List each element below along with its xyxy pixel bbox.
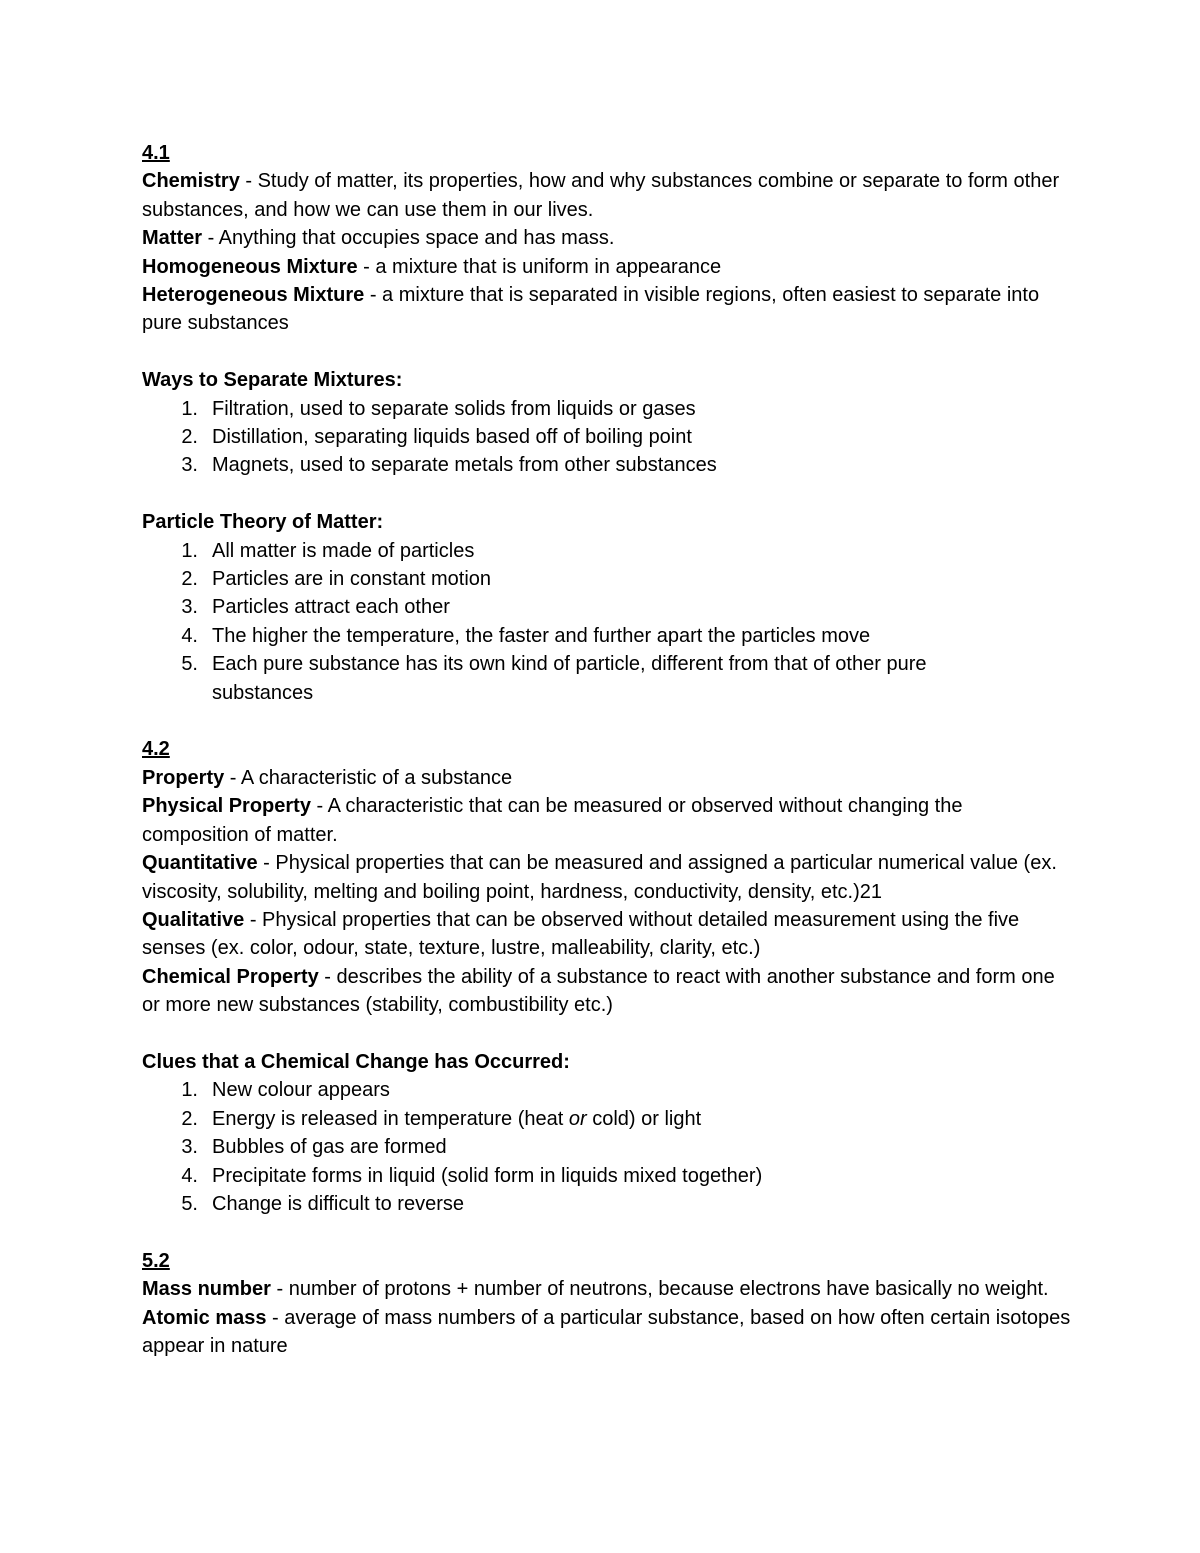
list-item [142,537,1072,565]
list-item-text: Precipitate forms in liquid (solid form in liquids mixed together) [212,1164,763,1187]
list-item-text: Each pure substance has its own kind of particle, different from that of other pure substances [212,653,927,704]
definition-text: - a mixture that is separated in visible regions, often easiest to separate into pure substances [142,284,1040,335]
definition-text: - Physical properties that can be observed without detailed measurement using the five senses (ex. color, odour, state, texture, lustre, malleability, clarity, etc.) [142,908,1020,960]
definition-text: - a mixture that is uniform in appearance [357,255,722,278]
definition-text: - Physical properties that can be measured and assigned a particular numerical value (ex. viscosity, solubility, melting and boiling point, hardness, conductivity, density, etc.)21 [142,852,1057,903]
definition-mass-number [142,1275,1072,1303]
list-title-chemical-change-clues: Clues that a Chemical Change has Occurred: [142,1050,570,1073]
list-item-text: Filtration, used to separate solids from liquids or gases [212,397,696,420]
list-item-text: cold) or light [586,1107,702,1130]
list-item [142,423,1072,451]
list-item-text: The higher the temperature, the faster and further apart the particles move [212,624,871,647]
definition-text: - Study of matter, its properties, how and why substances combine or separate to form other substances, and how we can use them in our lives. [142,170,1060,221]
definition-chemistry [142,167,1072,224]
document-page [142,139,1072,1360]
definition-atomic-mass [142,1304,1072,1361]
list-number: 5. [181,1192,198,1215]
list-item [142,1076,1072,1104]
list-number: 3. [181,454,198,477]
list-item-text: Particles are in constant motion [212,568,492,591]
list-item [142,1190,1072,1218]
list-number: 1. [181,539,198,562]
list-item-text: Particles attract each other [212,596,450,619]
term: Chemistry [142,170,240,193]
definition-chemical-property [142,963,1072,1020]
list-item-text: All matter is made of particles [212,539,475,562]
list-item-text: Change is difficult to reverse [212,1192,464,1215]
list-item [142,395,1072,423]
term: Chemical Property [142,965,319,988]
definition-physical-property [142,792,1072,849]
term: Qualitative [142,908,245,931]
term: Matter [142,227,203,250]
list-title-particle-theory: Particle Theory of Matter: [142,511,384,534]
list-title-separate-mixtures: Ways to Separate Mixtures: [142,369,403,392]
term: Quantitative [142,852,258,875]
italic-text: or [568,1107,587,1130]
list-number: 2. [181,426,198,449]
particle-theory-list [142,537,1072,707]
list-item [142,565,1072,593]
list-item [142,622,1072,650]
chemical-change-clues-list [142,1076,1072,1218]
definition-qualitative [142,906,1072,963]
list-number: 4. [181,624,198,647]
definition-heterogeneous-mixture [142,281,1072,338]
list-number: 2. [181,1107,198,1130]
list-item-text: New colour appears [212,1079,390,1102]
definition-text: - average of mass numbers of a particular substance, based on how often certain isotopes appear in nature [142,1306,1071,1357]
list-item [142,1105,1072,1133]
definition-text: - describes the ability of a substance to react with another substance and form one or more new substances (stability, combustibility etc.) [142,965,1055,1017]
list-item [142,593,1072,621]
list-item [142,1133,1072,1161]
list-number: 3. [181,1136,198,1159]
list-item-text: Magnets, used to separate metals from other substances [212,454,717,477]
term: Mass number [142,1278,271,1301]
list-number: 4. [181,1164,198,1187]
section-heading-5-2: 5.2 [142,1249,170,1272]
definition-text: - number of protons + number of neutrons, because electrons have basically no weight. [270,1278,1049,1301]
term: Atomic mass [142,1306,267,1329]
list-item [142,650,1072,707]
list-number: 3. [181,596,198,619]
definition-property [142,764,1072,792]
definition-text: - A characteristic of a substance [224,766,513,789]
list-number: 1. [181,397,198,420]
list-number: 2. [181,568,198,591]
list-item [142,1162,1072,1190]
definition-text: - A characteristic that can be measured or observed without changing the composition of matter. [142,795,963,846]
separate-mixtures-list [142,395,1072,480]
list-item-text: Energy is released in temperature (heat [212,1107,569,1130]
definition-matter [142,224,1072,252]
section-heading-4-1: 4.1 [142,142,170,164]
term: Physical Property [142,795,311,818]
section-heading-4-2: 4.2 [142,738,170,761]
definition-text: - Anything that occupies space and has mass. [202,227,615,250]
definition-quantitative [142,849,1072,906]
term: Homogeneous Mixture [142,255,358,278]
list-number: 1. [181,1079,198,1102]
list-item-text: Distillation, separating liquids based off of boiling point [212,426,692,449]
list-number: 5. [181,653,198,676]
term: Property [142,766,225,789]
list-item [142,451,1072,479]
term: Heterogeneous Mixture [142,284,365,307]
list-item-text: Bubbles of gas are formed [212,1136,447,1159]
definition-homogeneous-mixture [142,253,1072,281]
